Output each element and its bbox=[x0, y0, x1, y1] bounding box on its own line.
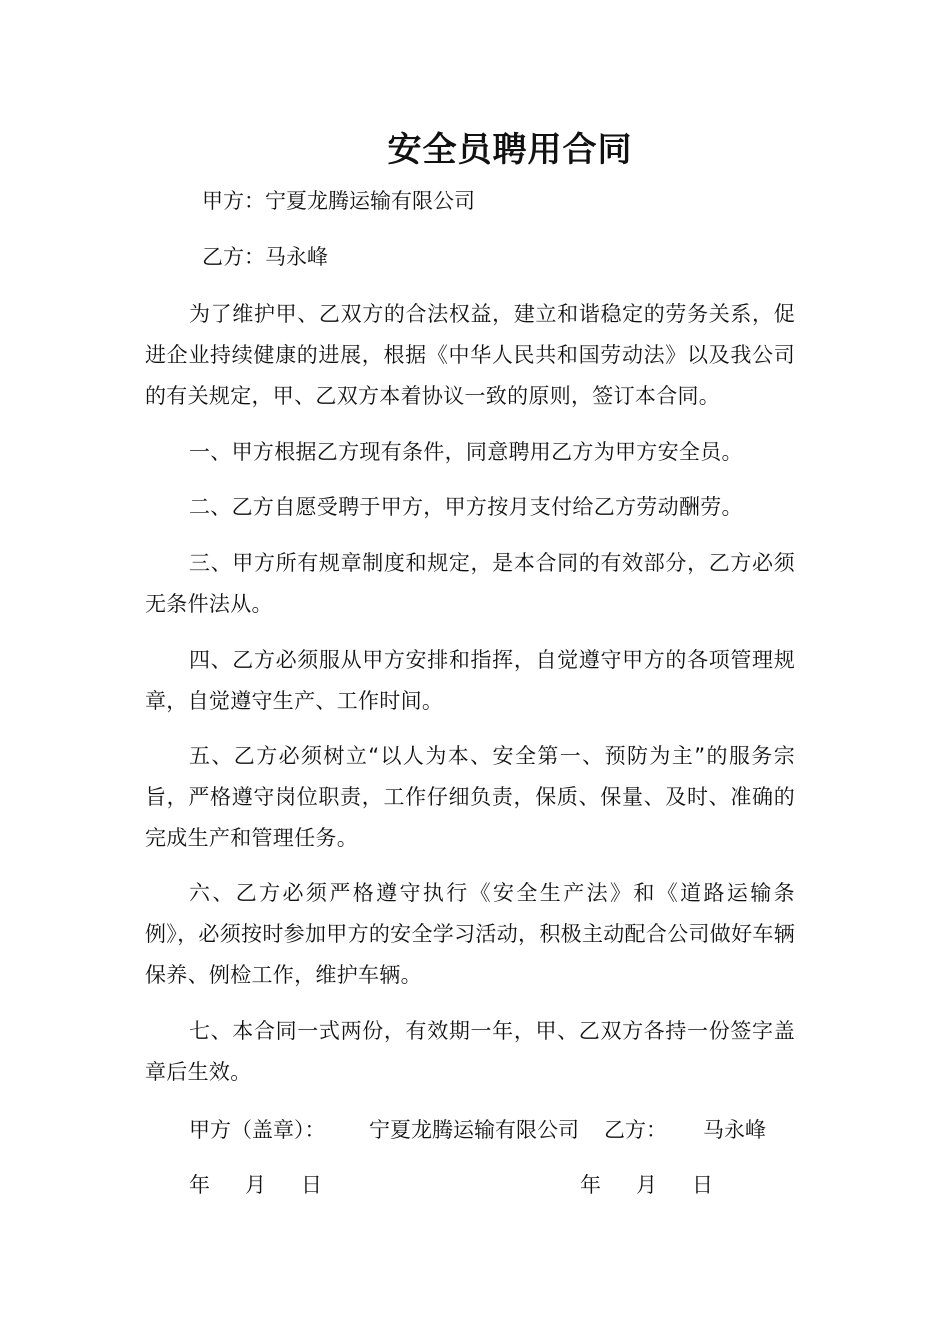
party-a-date-day: 日 bbox=[301, 1173, 322, 1197]
party-b-date-month: 月 bbox=[636, 1173, 657, 1197]
party-b-signature-name: 马永峰 bbox=[703, 1118, 766, 1142]
clause-5: 五、乙方必须树立“以人为本、安全第一、预防为主”的服务宗旨，严格遵守岗位职责，工作仔细负责，保质、保量、及时、准确的完成生产和管理任务。 bbox=[145, 744, 795, 850]
party-b-line: 乙方：马永峰 bbox=[202, 245, 328, 269]
clause-4: 四、乙方必须服从甲方安排和指挥，自觉遵守甲方的各项管理规章，自觉遵守生产、工作时间。 bbox=[145, 648, 795, 713]
party-a-seal-label: 甲方（盖章）： bbox=[189, 1118, 326, 1142]
clause-1: 一、甲方根据乙方现有条件，同意聘用乙方为甲方安全员。 bbox=[189, 440, 743, 464]
party-b-signature-label: 乙方： bbox=[604, 1118, 667, 1142]
contract-title: 安全员聘用合同 bbox=[387, 130, 633, 170]
clause-3: 三、甲方所有规章制度和规定，是本合同的有效部分，乙方必须无条件法从。 bbox=[145, 551, 795, 616]
party-a-date-year: 年 bbox=[189, 1173, 210, 1197]
clause-6: 六、乙方必须严格遵守执行《安全生产法》和《道路运输条例》，必须按时参加甲方的安全学习活动，积极主动配合公司做好车辆保养、例检工作，维护车辆。 bbox=[145, 881, 795, 987]
party-b-date-year: 年 bbox=[580, 1173, 601, 1197]
party-a-line: 甲方：宁夏龙腾运输有限公司 bbox=[202, 189, 475, 213]
party-a-date-month: 月 bbox=[245, 1173, 266, 1197]
party-a-signature-name: 宁夏龙腾运输有限公司 bbox=[369, 1118, 579, 1142]
party-b-date-day: 日 bbox=[692, 1173, 713, 1197]
intro-paragraph: 为了维护甲、乙双方的合法权益，建立和谐稳定的劳务关系，促进企业持续健康的进展，根据《中华人民共和国劳动法》以及我公司的有关规定，甲、乙双方本着协议一致的原则，签订本合同。 bbox=[145, 302, 795, 408]
clause-7: 七、本合同一式两份，有效期一年，甲、乙双方各持一份签字盖章后生效。 bbox=[145, 1019, 795, 1084]
clause-2: 二、乙方自愿受聘于甲方，甲方按月支付给乙方劳动酬劳。 bbox=[189, 495, 743, 519]
